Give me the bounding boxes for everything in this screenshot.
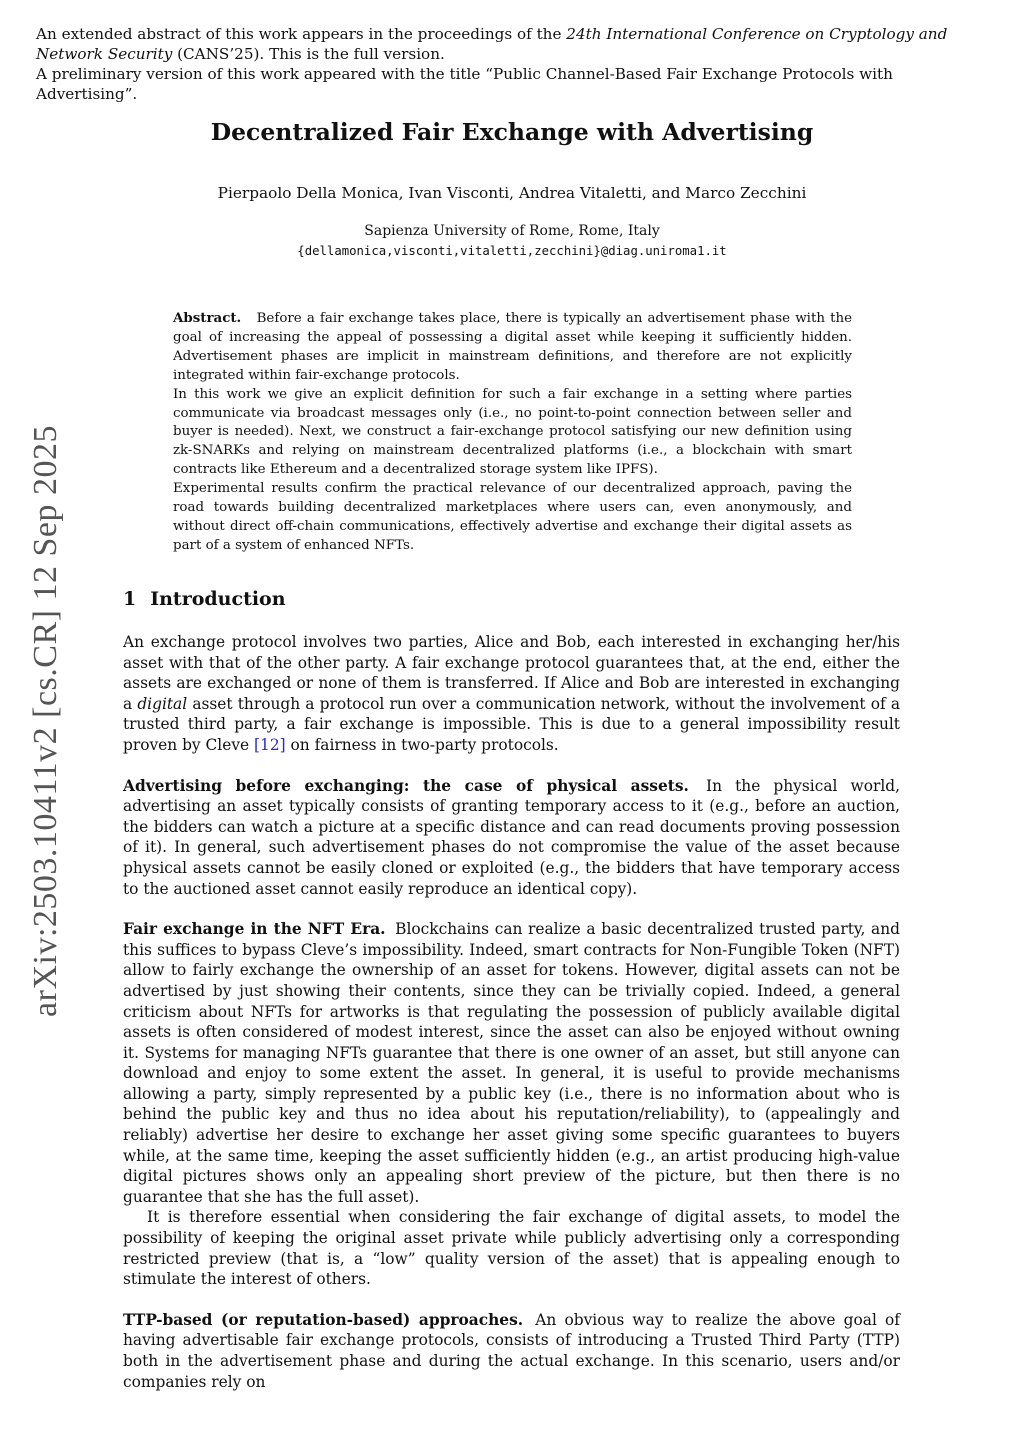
citation-link[interactable]: [12] (254, 735, 286, 754)
intro-p2 (123, 776, 900, 900)
note-line2: A preliminary version of this work appeared with the title “Public Channel-Based Fair Exchange Protocols with Advertising”. (36, 65, 893, 103)
note-line1-post: (CANS’25). This is the full version. (172, 45, 445, 63)
abstract-p1-text: Before a fair exchange takes place, there is typically an advertisement phase with the goal of increasing the appeal of possessing a digital asset while keeping it sufficiently hidden. Advertisement phases are implicit in mainstream definitions, and therefore are not explicitly integrated within fair-exchange protocols. (173, 311, 852, 383)
intro-body (123, 632, 900, 1412)
abstract-p1 (173, 309, 852, 386)
conference-name: 24th International Conference on Cryptology and Network Security (36, 25, 948, 63)
intro-p3 (123, 919, 900, 1207)
intro-p3-text: Blockchains can realize a basic decentralized trusted party, and this suffices to bypass Cleve’s impossibility. Indeed, smart contracts for Non-Fungible Token (NFT) allow to fairly exchange the ownership of an asset for tokens. However, digital assets can not be advertised by just showing their contents, since they can be trivially copied. Indeed, a general criticism about NFTs for artworks is that regulating the possession of publicly available digital assets is often considered of modest interest, since the asset can also be enjoyed without owning it. Systems for managing NFTs guarantee that there is one owner of an asset, but still anyone can download and enjoy to some extent the asset. In general, it is useful to provide mechanisms allowing a party, simply represented by a public key (i.e., there is no information about who is behind the public key and thus no idea about his reputation/reliability), to (appealingly and reliably) advertise her desire to exchange her asset giving some specific guarantees to buyers while, at the same time, keeping the asset sufficiently hidden (e.g., an artist producing high-value digital pictures shows only an appealing short preview of the picture, but then there is no guarantee that she has the full asset). (123, 920, 900, 1206)
intro-p1-c: on fairness in two-party protocols. (285, 735, 559, 754)
abstract-p2: In this work we give an explicit definition for such a fair exchange in a setting where parties communicate via broadcast messages only (i.e., no point-to-point connection between seller and buyer is needed). Next, we construct a fair-exchange protocol satisfying our new definition using zk-SNARKs and relying on mainstream decentralized platforms (i.e., a blockchain with smart contracts like Ethereum and a decentralized storage system like IPFS). (173, 386, 852, 478)
section-heading (123, 588, 286, 610)
paper-title: Decentralized Fair Exchange with Advertising (210, 118, 814, 146)
arxiv-id: arXiv:2503.10411v2 [cs.CR] 12 Sep 2025 (27, 425, 64, 1017)
intro-p5-heading: TTP-based (or reputation-based) approaches. (123, 1310, 524, 1329)
intro-p1 (123, 632, 900, 756)
intro-p2-text: In the physical world, advertising an asset typically consists of granting temporary access to it (e.g., before an auction, the bidders can watch a picture at a specific distance and can read documents proving possession of it). In general, such advertisement phases do not compromise the value of the asset because physical assets cannot be easily cloned or exploited (e.g., the bidders that have temporary access to the auctioned asset cannot easily reproduce an identical copy). (123, 776, 900, 898)
intro-p1-a: An exchange protocol involves two parties, Alice and Bob, each interested in exchanging her/his asset with that of the other party. A fair exchange protocol guarantees that, at the end, either the assets are exchanged or none of them is transferred. If Alice and Bob are interested in exchanging a (123, 633, 900, 713)
intro-p5-text: An obvious way to realize the above goal of having advertisable fair exchange protocols, consists of introducing a Trusted Third Party (TTP) both in the advertisement phase and during the actual exchange. In this scenario, users and/or companies rely on (123, 1310, 900, 1391)
intro-p2-heading: Advertising before exchanging: the case of physical assets. (123, 776, 689, 795)
abstract (173, 309, 852, 556)
intro-p1-italic: digital (137, 694, 188, 713)
abstract-p3: Experimental results confirm the practical relevance of our decentralized approach, paving the road towards building decentralized marketplaces where users can, even anonymously, and without direct off-chain communications, effectively advertise and exchange their digital assets as part of a system of enhanced NFTs. (173, 481, 852, 553)
author-emails: {dellamonica,visconti,vitaletti,zecchini}@diag.uniroma1.it (297, 244, 727, 258)
section-title: Introduction (150, 588, 286, 610)
intro-p3-heading: Fair exchange in the NFT Era. (123, 920, 386, 939)
paper-authors: Pierpaolo Della Monica, Ivan Visconti, Andrea Vitaletti, and Marco Zecchini (217, 184, 807, 202)
intro-p5 (123, 1310, 900, 1392)
section-number: 1 (123, 588, 137, 610)
affiliation: Sapienza University of Rome, Rome, Italy (364, 223, 660, 239)
abstract-label: Abstract. (173, 310, 242, 326)
publication-note (36, 24, 981, 104)
affiliation-block (0, 221, 1024, 261)
intro-p1-b: asset through a protocol run over a communication network, without the involvement of a trusted third party, a fair exchange is impossible. This is due to a general impossibility result proven by Cleve (123, 694, 900, 754)
intro-p4: It is therefore essential when considering the fair exchange of digital assets, to model the possibility of keeping the original asset private while publicly advertising only a corresponding restricted preview (that is, a “low” quality version of the asset) that is appealing enough to stimulate the interest of others. (123, 1208, 900, 1289)
note-line1-pre: An extended abstract of this work appears in the proceedings of the (36, 25, 567, 43)
